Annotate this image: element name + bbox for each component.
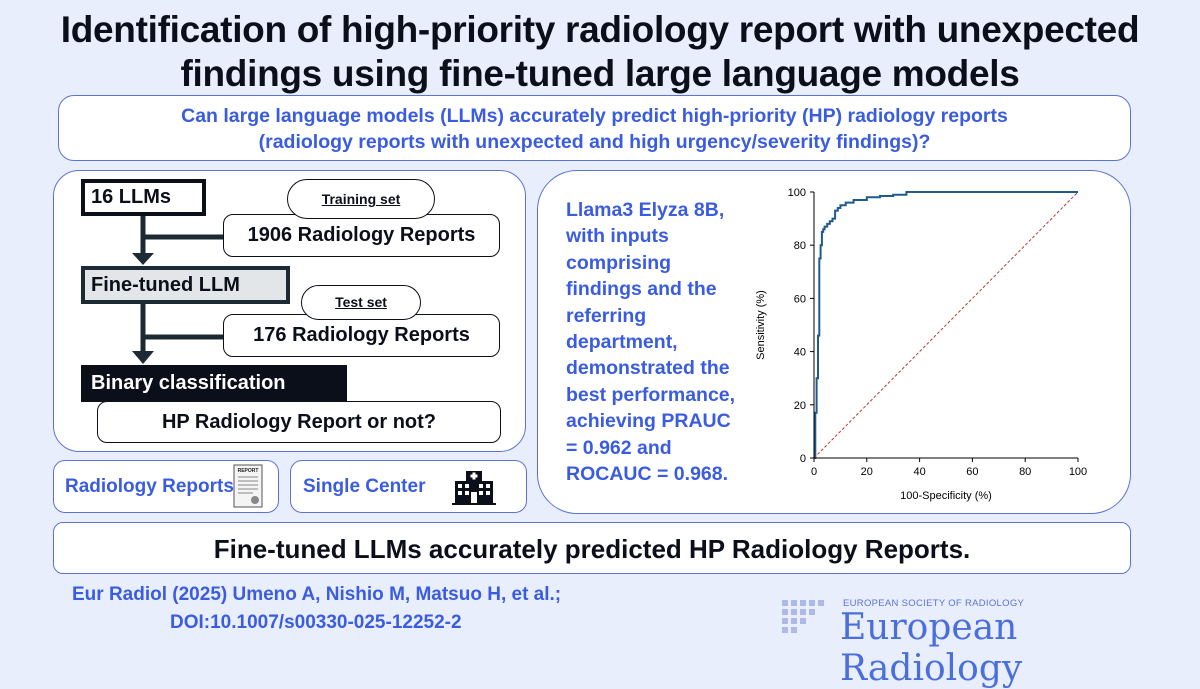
conclusion-card: Fine-tuned LLMs accurately predicted HP Radiology Reports. (53, 522, 1131, 574)
arrowhead-to-finetuned (132, 253, 154, 265)
result-line: ROCAUC = 0.968. (566, 463, 729, 486)
title-line-1: Identification of high-priority radiology report with unexpected (60, 9, 1140, 50)
x-tick-label: 100 (1068, 466, 1088, 478)
x-tick-label: 0 (810, 466, 818, 478)
test-reports-box: 176 Radiology Reports (223, 314, 500, 357)
finetuned-llm-box: Fine-tuned LLM (81, 266, 290, 304)
result-line: best performance, (566, 383, 736, 406)
reference-diagonal-line (814, 192, 1078, 458)
report-document-icon (233, 464, 263, 508)
training-reports-box: 1906 Radiology Reports (223, 214, 500, 257)
training-set-label: Training set (287, 179, 435, 219)
x-tick-label: 60 (966, 466, 979, 478)
radiology-reports-label: Radiology Reports (65, 476, 234, 497)
y-tick-label: 60 (793, 293, 806, 306)
result-line: referring (566, 304, 647, 327)
result-line: demonstrated the (566, 357, 730, 380)
x-tick-label: 80 (1019, 466, 1032, 478)
radiology-reports-tag (53, 460, 279, 513)
y-tick-label: 0 (799, 453, 806, 465)
result-line: achieving PRAUC (566, 410, 731, 433)
result-line: = 0.962 and (566, 436, 672, 459)
y-tick-label: 20 (793, 399, 806, 412)
citation-doi: DOI:10.1007/s00330-025-12252-2 (170, 612, 462, 633)
title-line-2: findings using fine-tuned large language models (180, 53, 1020, 94)
journal-name: European Radiology (840, 607, 1023, 689)
arrowhead-to-binary (132, 351, 154, 364)
hp-question-box: HP Radiology Report or not? (97, 401, 501, 443)
result-line: department, (566, 331, 678, 354)
y-axis-label: Sensitivity (%) (755, 290, 767, 360)
result-summary (566, 197, 764, 487)
result-line: comprising (566, 251, 672, 274)
result-line: with inputs (566, 225, 669, 248)
hospital-icon (452, 471, 496, 505)
single-center-tag (290, 460, 527, 513)
test-set-label: Test set (301, 285, 421, 320)
journal-logo-icon (782, 600, 826, 640)
x-axis-label: 100-Specificity (%) (900, 490, 992, 502)
x-tick-label: 20 (860, 466, 873, 478)
question-line-2: (radiology reports with unexpected and high urgency/severity findings)? (258, 131, 931, 153)
journal-society: EUROPEAN SOCIETY OF RADIOLOGY (843, 598, 1025, 609)
y-tick-label: 100 (787, 187, 806, 199)
y-tick-label: 80 (793, 240, 806, 253)
question-line-1: Can large language models (LLMs) accurately predict high-priority (HP) radiology reports (181, 105, 1008, 127)
x-tick-label: 40 (913, 466, 926, 478)
binary-classification-box: Binary classification (81, 365, 347, 402)
llms-box: 16 LLMs (81, 179, 206, 216)
report-icon-text: REPORT (237, 468, 259, 474)
citation-line-1: Eur Radiol (2025) Umeno A, Nishio M, Matsuo H, et al.; (72, 584, 562, 605)
result-line: findings and the (566, 278, 717, 301)
result-line: Llama3 Elyza 8B, (566, 199, 725, 221)
single-center-label: Single Center (303, 476, 426, 497)
roc-curve-chart (750, 178, 1095, 508)
y-tick-label: 40 (793, 346, 806, 359)
